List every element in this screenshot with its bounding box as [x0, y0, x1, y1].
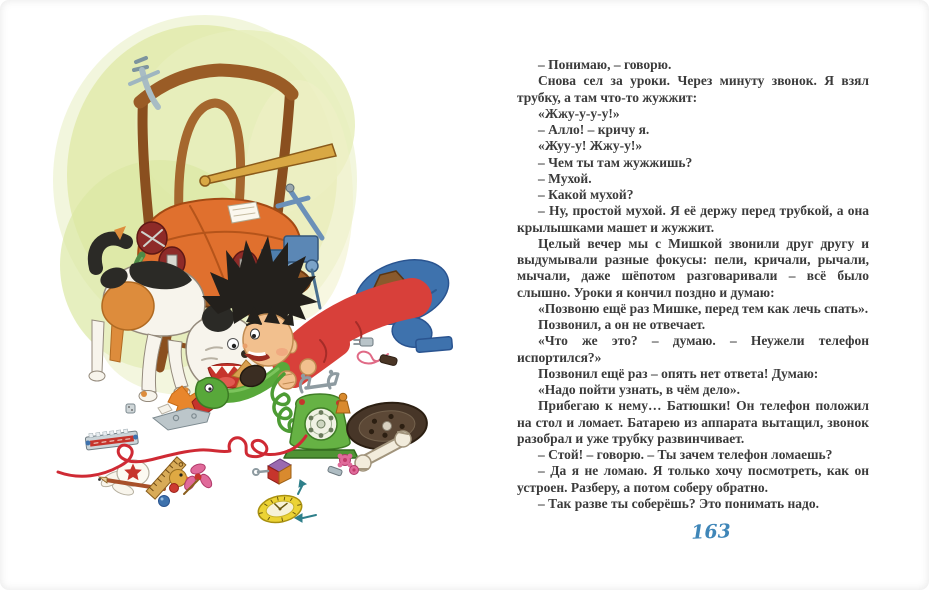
pink-cord: [354, 338, 398, 366]
paragraph: Прибегаю к нему… Батюшки! Он телефон положил на стол и ломает. Батарею из аппарата вытащил, звонок разобрал и уже трубку развинчивает.: [517, 398, 869, 446]
paragraph: Позвонил ещё раз – опять нет ответа! Думаю:: [538, 365, 819, 381]
paragraph: «Позвоню ещё раз Мишке, перед тем как лечь спать».: [538, 300, 869, 316]
paragraph: – Стой! – говорю. – Ты зачем телефон ломаешь?: [538, 447, 833, 462]
chess-pawn: [336, 393, 350, 413]
paragraph: – Так разве ты соберёшь? Это понимать надо.: [538, 495, 820, 511]
paragraph: «Жуу-у! Жжу-у!»: [538, 138, 643, 154]
dog-haunch: [102, 282, 154, 330]
paragraph: «Надо пойти узнать, в чём дело».: [538, 382, 741, 397]
dog-eye: [232, 344, 236, 348]
paragraph: – Чем ты там жужжишь?: [538, 154, 693, 170]
toy-cube: [253, 459, 291, 484]
blue-ball: [159, 496, 170, 507]
die: [126, 404, 135, 413]
page-number: 163: [690, 520, 732, 544]
bobbin: [379, 354, 397, 366]
red-ball: [170, 484, 179, 493]
clock-dial: [256, 492, 304, 527]
boy-hand: [300, 359, 316, 375]
plug: [360, 338, 373, 346]
handset-mouthpiece: [196, 378, 229, 409]
boy-hand: [278, 371, 296, 389]
paragraph: «Что же это? – думаю. – Неужели телефон испортился?»: [517, 333, 869, 365]
paper-scrap: [158, 404, 172, 414]
illustration: [40, 10, 520, 570]
paragraph: – Да я не ломаю. Я только хочу посмотреть, как он устроен. Разберу, а потом соберу обратно.: [517, 463, 869, 495]
page-text: [517, 57, 869, 544]
paragraph: «Жжу-у-у-у!»: [538, 105, 620, 121]
paragraph: – Алло! – кричу я.: [538, 122, 650, 137]
paragraph: Целый вечер мы с Мишкой звонили друг другу и выдумывали разные фокусы: пели, кричали, рычали, мычали, даже шёпотом разговаривали – всё было слышно. Уроки я кончил поздно и думаю:: [517, 235, 869, 300]
paragraph: Позвонил, а он не отвечает.: [538, 317, 706, 332]
paragraph: – Какой мухой?: [538, 187, 634, 202]
paragraph: Снова сел за уроки. Через минуту звонок. Я взял трубку, а там что-то жужжит:: [517, 73, 869, 105]
illustration-svg: [40, 10, 520, 570]
paragraph: – Понимаю, – говорю.: [538, 57, 672, 72]
paragraph: – Мухой.: [538, 170, 592, 186]
paragraph: – Ну, простой мухой. Я её держу перед трубкой, а она крылышками машет и жужжит.: [517, 203, 869, 235]
boy-eye: [252, 334, 256, 338]
